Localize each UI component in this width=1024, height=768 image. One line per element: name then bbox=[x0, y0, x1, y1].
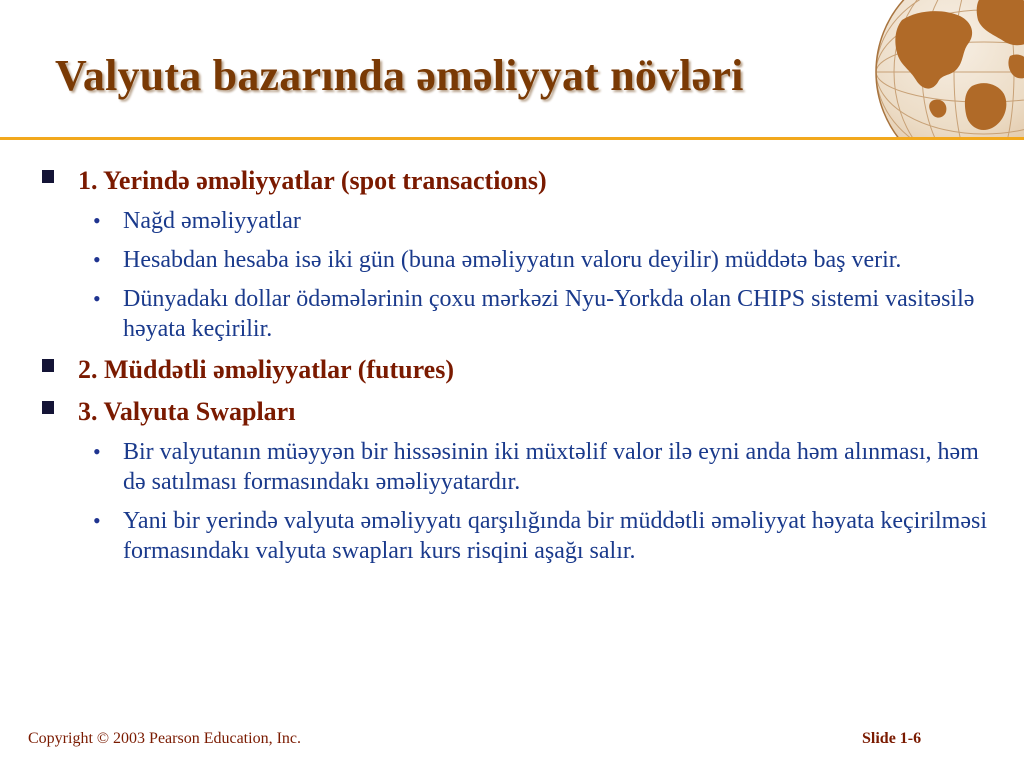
square-bullet-icon bbox=[42, 401, 54, 414]
list-item-text: Dünyadakı dollar ödəmələrinin çoxu mərkəzi Nyu-Yorkda olan CHIPS sistemi vasitəsilə həyata keçirilir. bbox=[123, 286, 975, 342]
list-item-text: Hesabdan hesaba isə iki gün (buna əməliyyatın valoru deyilir) müddətə baş verir. bbox=[123, 247, 902, 273]
slide-title: Valyuta bazarında əməliyyat növləri bbox=[55, 51, 744, 100]
list-item bbox=[40, 245, 1010, 275]
square-bullet-icon bbox=[42, 359, 54, 372]
slide-number: Slide 1-6 bbox=[862, 730, 922, 747]
round-bullet-icon: • bbox=[93, 286, 101, 311]
list-item-text: Bir valyutanın müəyyən bir hissəsinin iki müxtəlif valor ilə eyni anda həm alınması, həm də satılması formasındakı əməliyyatardır. bbox=[123, 439, 979, 495]
section-heading-text: 3. Valyuta Swapları bbox=[78, 397, 296, 426]
list-item bbox=[40, 506, 1010, 566]
section-heading-text: 2. Müddətli əməliyyatlar (futures) bbox=[78, 355, 454, 384]
footer-copyright: Copyright © 2003 Pearson Education, Inc. bbox=[28, 730, 301, 747]
square-bullet-icon bbox=[42, 170, 54, 183]
globe-icon bbox=[872, 0, 1024, 138]
list-item-text: Nağd əməliyyatlar bbox=[123, 208, 301, 234]
section-heading bbox=[40, 164, 1010, 197]
slide-content bbox=[40, 164, 1010, 575]
section-heading bbox=[40, 395, 1010, 428]
round-bullet-icon: • bbox=[93, 508, 101, 533]
list-item bbox=[40, 284, 1010, 344]
section-heading bbox=[40, 353, 1010, 386]
round-bullet-icon: • bbox=[93, 439, 101, 464]
round-bullet-icon: • bbox=[93, 208, 101, 233]
list-item-text: Yani bir yerində valyuta əməliyyatı qarşılığında bir müddətli əməliyyat həyata keçirilməsi formasındakı valyuta swapları kurs risqini aşağı salır. bbox=[123, 508, 987, 564]
list-item bbox=[40, 206, 1010, 236]
title-divider bbox=[0, 137, 1024, 140]
section-heading-text: 1. Yerində əməliyyatlar (spot transactions) bbox=[78, 166, 547, 195]
list-item bbox=[40, 437, 1010, 497]
round-bullet-icon: • bbox=[93, 247, 101, 272]
